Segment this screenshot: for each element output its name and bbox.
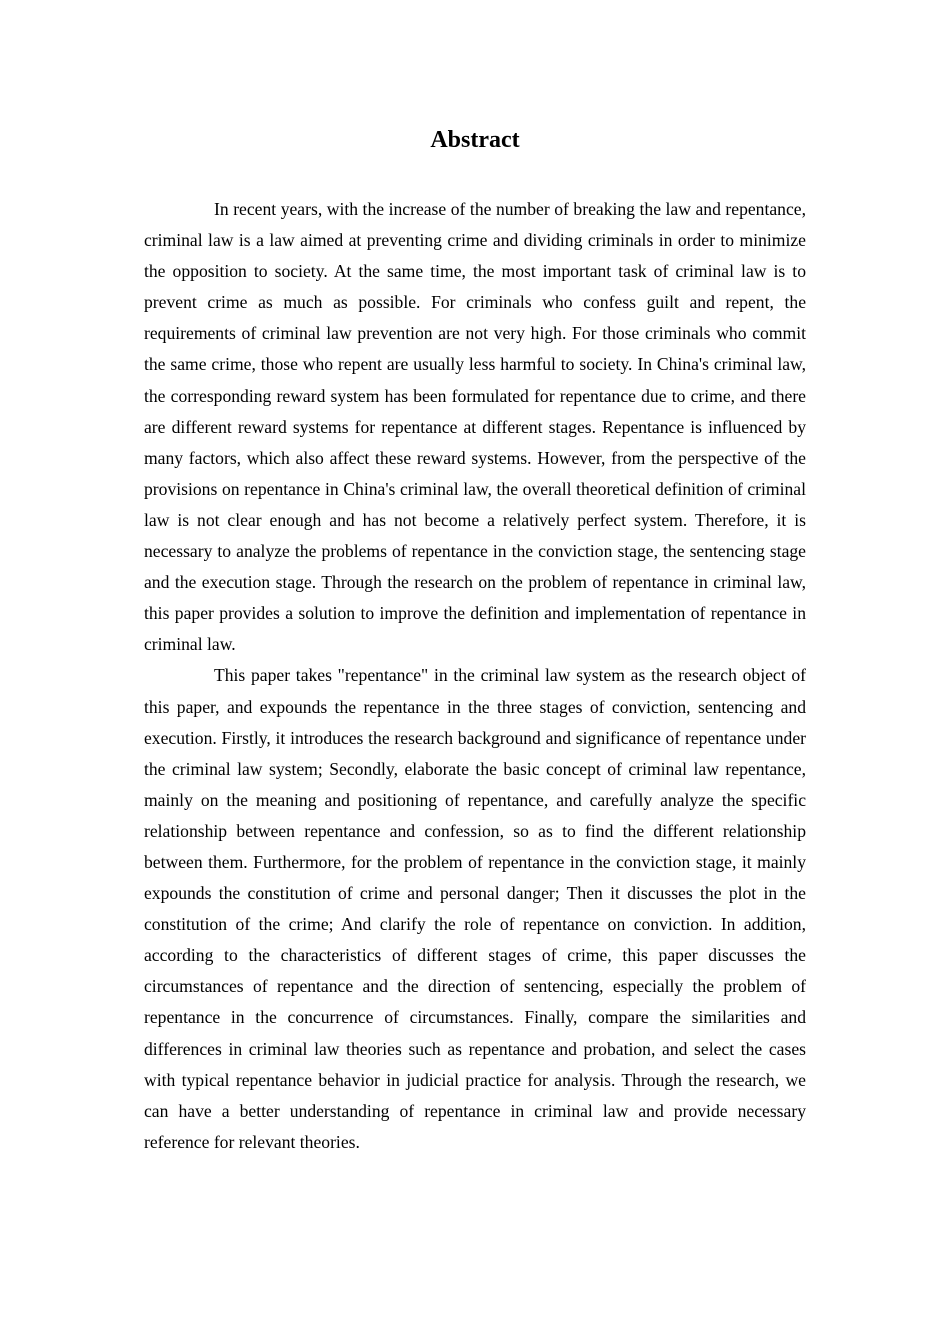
- abstract-paragraph-2: This paper takes "repentance" in the criminal law system as the research object of this paper, and expounds the repentance in the three stages of conviction, sentencing and execution. Firstly, it introduces the research background and significance of repentance under the criminal law system; Secondly, elaborate the basic concept of criminal law repentance, mainly on the meaning and positioning of repentance, and carefully analyze the specific relationship between repentance and confession, so as to find the different relationship between them. Furthermore, for the problem of repentance in the conviction stage, it mainly expounds the constitution of crime and personal danger; Then it discusses the plot in the constitution of the crime; And clarify the role of repentance on conviction. In addition, according to the characteristics of different stages of crime, this paper discusses the circumstances of repentance and the direction of sentencing, especially the problem of repentance in the concurrence of circumstances. Finally, compare the similarities and differences in criminal law theories such as repentance and probation, and select the cases with typical repentance behavior in judicial practice for analysis. Through the research, we can have a better understanding of repentance in criminal law and provide necessary reference for relevant theories.: [144, 665, 806, 1152]
- abstract-body: [144, 194, 806, 1158]
- page-title: Abstract: [430, 127, 520, 153]
- abstract-paragraph-1: In recent years, with the increase of the number of breaking the law and repentance, criminal law is a law aimed at preventing crime and dividing criminals in order to minimize the opposition to society. At the same time, the most important task of criminal law is to prevent crime as much as possible. For criminals who confess guilt and repent, the requirements of criminal law prevention are not very high. For those criminals who commit the same crime, those who repent are usually less harmful to society. In China's criminal law, the corresponding reward system has been formulated for repentance due to crime, and there are different reward systems for repentance at different stages. Repentance is influenced by many factors, which also affect these reward systems. However, from the perspective of the provisions on repentance in China's criminal law, the overall theoretical definition of criminal law is not clear enough and has not become a relatively perfect system. Therefore, it is necessary to analyze the problems of repentance in the conviction stage, the sentencing stage and the execution stage. Through the research on the problem of repentance in criminal law, this paper provides a solution to improve the definition and implementation of repentance in criminal law.: [144, 199, 806, 655]
